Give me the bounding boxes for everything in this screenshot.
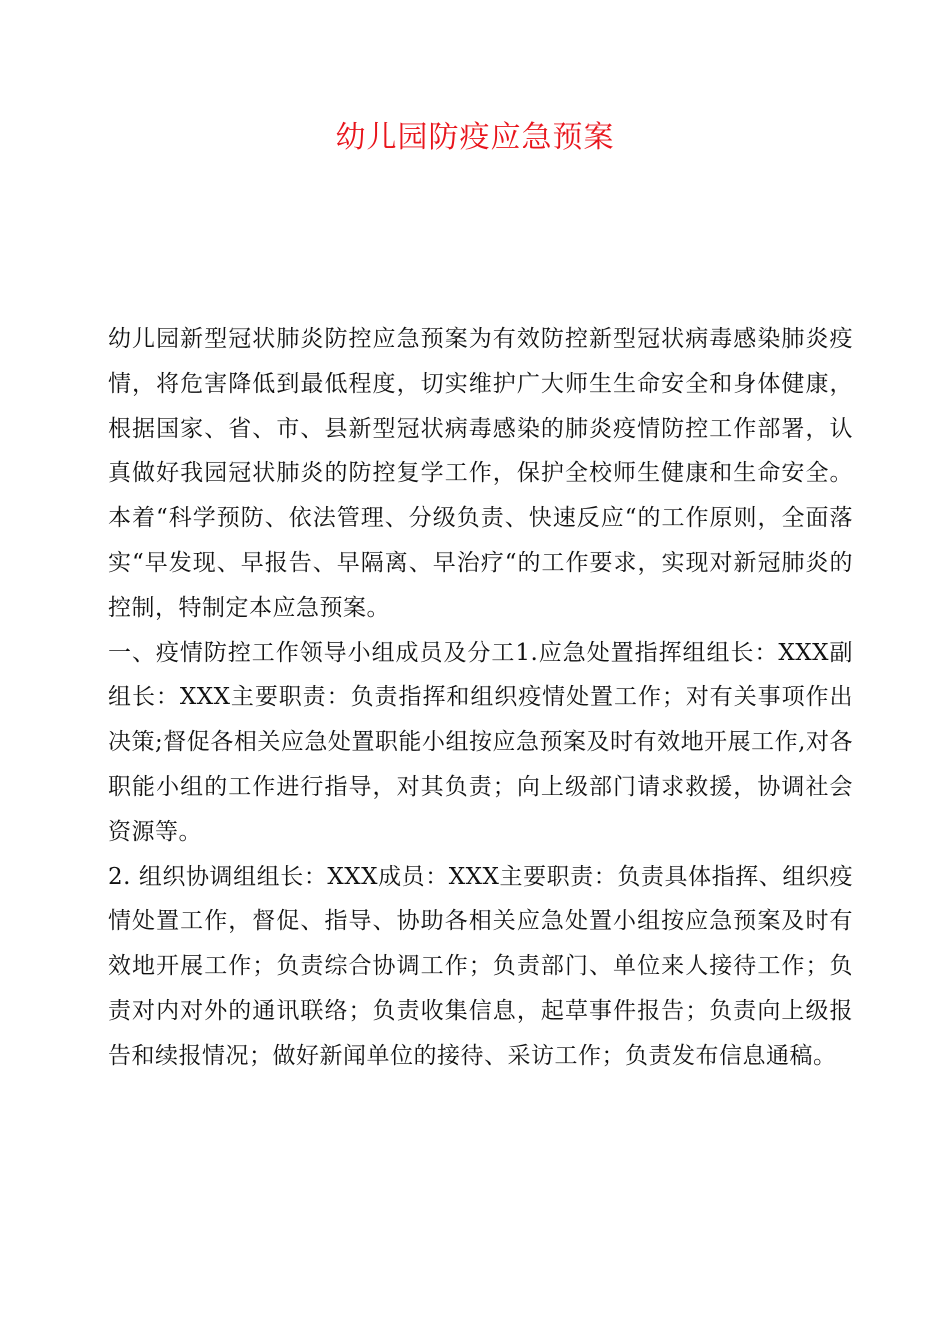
paragraph-intro: 幼儿园新型冠状肺炎防控应急预案为有效防控新型冠状病毒感染肺炎疫情，将危害降低到最低程度，切实维护广大师生生命安全和身体健康，根据国家、省、市、县新型冠状病毒感染的肺炎疫情防控工作部署，认真做好我园冠状肺炎的防控复学工作，保护全校师生健康和生命安全。本着“科学预防、依法管理、分级负责、快速反应“的工作原则，全面落实“早发现、早报告、早隔离、早治疗“的工作要求，实现对新冠肺炎的控制，特制定本应急预案。 bbox=[108, 326, 853, 621]
document-body bbox=[108, 317, 853, 1079]
document-title: 幼儿园防疫应急预案 bbox=[335, 120, 615, 155]
paragraph-leadership-group: 一、疫情防控工作领导小组成员及分工1.应急处置指挥组组长：XXX副组长：XXX主要职责：负责指挥和组织疫情处置工作；对有关事项作出决策;督促各相关应急处置职能小组按应急预案及时有效地开展工作,对各职能小组的工作进行指导，对其负责；向上级部门请求救援，协调社会资源等。 bbox=[108, 639, 853, 845]
paragraph-coordination-group: 2. 组织协调组组长：XXX成员：XXX主要职责：负责具体指挥、组织疫情处置工作，督促、指导、协助各相关应急处置小组按应急预案及时有效地开展工作；负责综合协调工作；负责部门、单位来人接待工作；负责对内对外的通讯联络；负责收集信息，起草事件报告；负责向上级报告和续报情况；做好新闻单位的接待、采访工作；负责发布信息通稿。 bbox=[108, 863, 853, 1069]
